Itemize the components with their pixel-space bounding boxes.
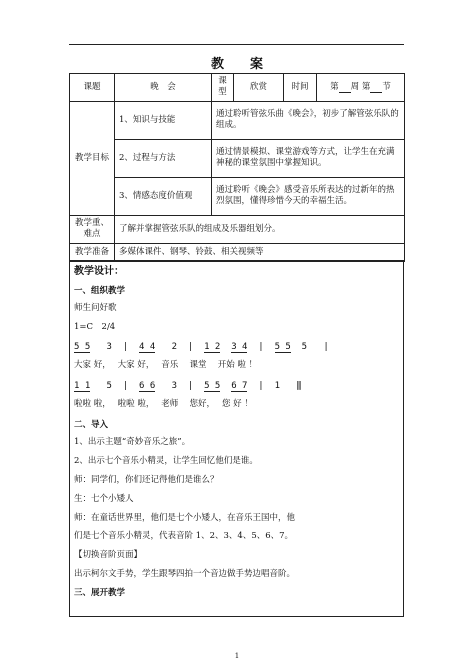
- student-line-1: 生：七个小矮人: [74, 494, 134, 505]
- week-suffix: 周: [350, 81, 360, 92]
- header-rule: [69, 44, 404, 45]
- week-prefix: 第: [330, 81, 339, 92]
- note-group: 3 4: [231, 341, 248, 352]
- note-group: 5: [301, 341, 308, 352]
- note-group: 6 7: [231, 380, 248, 391]
- section-blank: [370, 83, 382, 93]
- goal-name: 1、知识与技能: [115, 101, 212, 139]
- note-group: 6 6: [139, 380, 156, 391]
- intro-step-1: 1、出示主题“奇妙音乐之旅”。: [74, 436, 191, 447]
- teacher-line-2a: 师：在童话世界里，他们是七个小矮人，在音乐王国中，他: [74, 513, 296, 524]
- goal-text: 通过情景模拟、课堂游戏等方式，让学生在充满神秘的课堂氛围中掌握知识。: [212, 139, 405, 177]
- key-points-label: 教学重、难点: [70, 215, 115, 243]
- section-intro: 二、导入: [74, 419, 109, 430]
- teaching-design-section: [69, 260, 404, 617]
- score-line-1: 5 5 3 | 4 4 2 | 1 2 3 4 | 5 5 5 |: [74, 341, 329, 352]
- note-group: 5: [106, 380, 112, 391]
- greeting-song-title: 师生问好歌: [74, 303, 117, 314]
- page-title: 教 案: [210, 57, 263, 72]
- time-value: [317, 74, 405, 102]
- intro-step-2: 2、出示七个音乐小精灵，让学生回忆他们是谁。: [74, 455, 258, 466]
- topic-label: 课题: [70, 74, 115, 102]
- note-group: 1 2: [204, 341, 221, 352]
- note-group: 1 1: [74, 380, 91, 391]
- note-group: 3: [106, 341, 112, 352]
- lesson-info-table: [69, 73, 405, 262]
- teacher-line-1: 师：同学们，你们还记得他们是谁么？: [74, 475, 219, 486]
- goal-name: 2、过程与方法: [115, 139, 212, 177]
- score-line-2: 1 1 5 | 6 6 3 | 5 5 6 7 | 1 ‖: [74, 380, 302, 391]
- design-heading: 教学设计：: [74, 266, 124, 277]
- section-organize: 一、组织教学: [74, 286, 126, 296]
- goal-name: 3、情感态度价值观: [115, 177, 212, 215]
- goal-text: 通过聆听《晚会》感受音乐所表达的过新年的热烈氛围，懂得珍惜今天的幸福生活。: [212, 177, 405, 215]
- time-label: 时间: [284, 74, 317, 102]
- topic-value: 晚 会: [115, 74, 212, 102]
- note-group: 5 5: [204, 380, 221, 391]
- type-value: 欣赏: [234, 74, 284, 102]
- goal-text: 通过聆听管弦乐曲《晚会》，初步了解管弦乐队的组成。: [212, 101, 405, 139]
- week-blank: [339, 83, 351, 93]
- type-label: 课型: [212, 74, 234, 102]
- note-group: 5 5: [274, 341, 291, 352]
- key-signature: 1=C 2/4: [74, 322, 116, 333]
- section-prefix: 第: [361, 81, 371, 92]
- goals-label: 教学目标: [70, 101, 115, 215]
- prep-label: 教学准备: [70, 243, 115, 261]
- teacher-line-2b: 们是七个音乐小精灵，代表音阶 1、2、3、4、5、6、7。: [74, 530, 294, 541]
- section-develop: 三、展开教学: [74, 588, 126, 599]
- note-group: 5 5: [74, 341, 91, 352]
- note-group: 2: [171, 341, 177, 352]
- prep-text: 多媒体课件、钢琴、铃鼓、相关视频等: [115, 243, 405, 261]
- note-group: 4 4: [139, 341, 156, 352]
- key-points-text: 了解并掌握管弦乐队的组成及乐器组划分。: [115, 215, 405, 243]
- page-number: 1: [234, 652, 240, 660]
- section-suffix: 节: [382, 81, 391, 92]
- lyrics-line-2: 啦啦 啦， 啦啦 啦， 老师 您好， 您 好 ！: [74, 399, 253, 410]
- curwen-hand-signs: 出示柯尔文手势，学生跟琴四拍一个音边做手势边唱音阶。: [74, 569, 296, 580]
- slide-switch-note: 【切换音阶页面】: [74, 549, 143, 560]
- note-group: 3: [171, 380, 177, 391]
- lyrics-line-1: 大家 好， 大家 好， 音乐 课堂 开始 啦 ！: [74, 360, 258, 371]
- note-group: 1: [274, 380, 280, 391]
